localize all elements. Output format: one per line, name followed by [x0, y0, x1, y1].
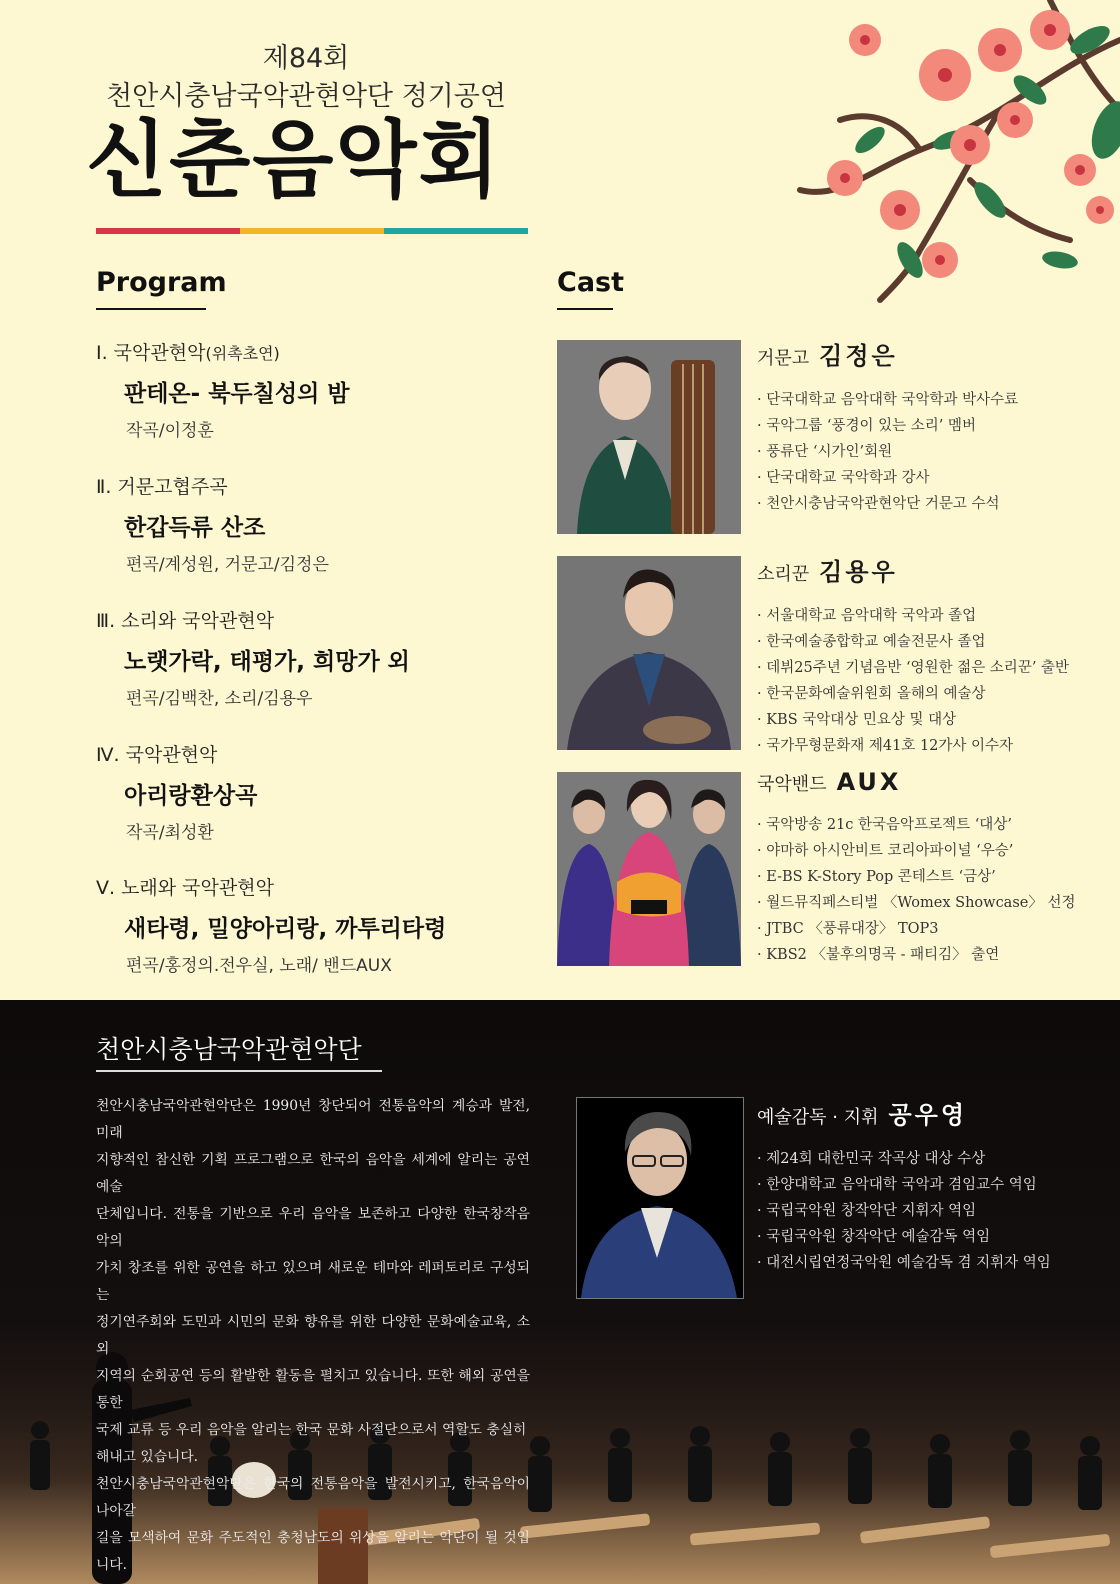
list-item: · 제24회 대한민국 작곡상 대상 수상	[757, 1146, 1051, 1172]
program-item	[96, 338, 350, 441]
cast-photo-band	[557, 772, 741, 966]
description-line: 천안시충남국악관현악단은 1990년 창단되어 전통음악의 계승과 발전, 미래	[96, 1098, 530, 1141]
program-credit: 작곡/이정훈	[126, 421, 214, 441]
program-piece-title: 아리랑환상곡	[124, 783, 258, 809]
cast-role: 거문고	[757, 348, 810, 369]
cast-heading: Cast	[557, 267, 625, 298]
list-item: · 국립국악원 창작악단 지휘자 역임	[757, 1198, 1051, 1224]
title-bar-yellow	[240, 228, 384, 234]
program-piece-title: 판테온- 북두칠성의 밤	[124, 381, 350, 407]
cast-bullets	[757, 387, 1018, 517]
description-line: 천안시충남국악관현악단은 한국의 전통음악을 발전시키고, 한국음악이 나아갈	[96, 1476, 530, 1519]
list-item: · 월드뮤직페스티벌 〈Womex Showcase〉 선정	[757, 890, 1075, 916]
title-bar-red	[96, 228, 240, 234]
director-name: 공우영	[888, 1101, 968, 1129]
list-item: · 한양대학교 음악대학 국악과 겸임교수 역임	[757, 1172, 1051, 1198]
program-credit: 편곡/계성원, 거문고/김정은	[126, 555, 329, 575]
program-item	[96, 472, 329, 575]
list-item: · 데뷔25주년 기념음반 ‘영원한 젊은 소리꾼’ 출반	[757, 655, 1069, 681]
list-item: · 국악방송 21c 한국음악프로젝트 ‘대상’	[757, 812, 1075, 838]
program-item	[96, 606, 410, 709]
cast-name: 김용우	[819, 558, 898, 586]
cast-bullets	[757, 812, 1075, 968]
description-line: 지역의 순회공연 등의 활발한 활동을 펼치고 있습니다. 또한 해외 공연을 통한	[96, 1368, 530, 1411]
program-credit: 편곡/홍정의.전우실, 노래/ 밴드AUX	[126, 956, 392, 976]
list-item: · 풍류단 ‘시가인’회원	[757, 439, 1018, 465]
cast-name: AUX	[836, 768, 902, 796]
list-item: · 국립국악원 창작악단 예술감독 역임	[757, 1224, 1051, 1250]
cast-heading-underline	[557, 308, 613, 310]
description-line: 정기연주회와 도민과 시민의 문화 향유를 위한 다양한 문화예술교육, 소외	[96, 1314, 530, 1357]
description-line: 국제 교류 등 우리 음악을 알리는 한국 문화 사절단으로서 역할도 충실히	[96, 1422, 527, 1438]
list-item: · 서울대학교 음악대학 국악과 졸업	[757, 603, 1069, 629]
program-item-label	[96, 338, 350, 365]
description-line: 길을 모색하여 문화 주도적인 충청남도의 위상을 알리는 악단이 될 것입니다.	[96, 1530, 530, 1573]
program-credit: 편곡/김백찬, 소리/김용우	[126, 689, 313, 709]
cast-info	[757, 768, 1075, 968]
description-line: 단체입니다. 전통을 기반으로 우리 음악을 보존하고 다양한 한국창작음악의	[96, 1206, 530, 1249]
edition-label: 제84회	[262, 43, 350, 74]
list-item: · 천안시충남국악관현악단 거문고 수석	[757, 491, 1018, 517]
premiere-note: (위촉초연)	[205, 344, 280, 363]
director-role: 예술감독 · 지휘	[757, 1107, 879, 1128]
program-item-label: Ⅳ. 국악관현악	[96, 744, 218, 766]
program-piece-title: 새타령, 밀양아리랑, 까투리타령	[124, 916, 447, 942]
list-item: · 국악그룹 ‘풍경이 있는 소리’ 멤버	[757, 413, 1018, 439]
program-piece-title: 노랫가락, 태평가, 희망가 외	[124, 649, 410, 675]
cast-name: 김정은	[819, 342, 898, 370]
list-item: · JTBC 〈풍류대장〉 TOP3	[757, 916, 1075, 942]
title-color-bar	[96, 228, 528, 234]
list-item: · KBS2 〈불후의명곡 - 패티김〉 출연	[757, 942, 1075, 968]
program-credit: 작곡/최성환	[126, 823, 214, 843]
list-item: · E-BS K-Story Pop 콘테스트 ‘금상’	[757, 864, 1075, 890]
orchestra-title: 천안시충남국악관현악단	[96, 1035, 362, 1064]
list-item: · 단국대학교 음악대학 국악학과 박사수료	[757, 387, 1018, 413]
orchestra-description	[96, 1093, 530, 1579]
director-bullets	[757, 1146, 1051, 1276]
program-piece-title: 한갑득류 산조	[124, 515, 266, 541]
program-heading-underline	[96, 308, 206, 310]
list-item: · 한국문화예술위원회 올해의 예술상	[757, 681, 1069, 707]
program-item-label: Ⅱ. 거문고협주곡	[96, 476, 228, 498]
director-photo	[576, 1097, 744, 1299]
cast-role: 소리꾼	[757, 564, 810, 585]
movement-number: Ⅰ. 국악관현악	[96, 342, 206, 364]
cast-info	[757, 336, 1018, 517]
description-line: 해내고 있습니다.	[96, 1449, 199, 1465]
description-line: 가치 창조를 위한 공연을 하고 있으며 새로운 테마와 레퍼토리로 구성되는	[96, 1260, 530, 1303]
program-heading: Program	[96, 267, 227, 298]
list-item: · 국가무형문화재 제41호 12가사 이수자	[757, 733, 1069, 759]
title-bar-teal	[384, 228, 528, 234]
list-item: · 야마하 아시안비트 코리아파이널 ‘우승’	[757, 838, 1075, 864]
director-info	[757, 1095, 1051, 1276]
description-line: 지향적인 참신한 기획 프로그램으로 한국의 음악을 세계에 알리는 공연 예술	[96, 1152, 530, 1195]
list-item: · 대전시립연정국악원 예술감독 겸 지휘자 역임	[757, 1250, 1051, 1276]
list-item: · 한국예술종합학교 예술전문사 졸업	[757, 629, 1069, 655]
program-item	[96, 740, 257, 843]
cast-role: 국악밴드	[757, 774, 827, 795]
cast-photo-singer	[557, 556, 741, 750]
concert-subtitle: 천안시충남국악관현악단 정기공연	[106, 81, 506, 112]
program-item	[96, 873, 446, 976]
main-title: 신춘음악회	[86, 111, 502, 209]
plum-blossom-illustration	[670, 0, 1120, 310]
cast-photo-geomungo	[557, 340, 741, 534]
program-item-label: Ⅲ. 소리와 국악관현악	[96, 610, 275, 632]
list-item: · KBS 국악대상 민요상 및 대상	[757, 707, 1069, 733]
program-item-label: Ⅴ. 노래와 국악관현악	[96, 877, 274, 899]
list-item: · 단국대학교 국악학과 강사	[757, 465, 1018, 491]
cast-info	[757, 552, 1069, 759]
orchestra-title-underline	[96, 1070, 382, 1072]
cast-bullets	[757, 603, 1069, 759]
